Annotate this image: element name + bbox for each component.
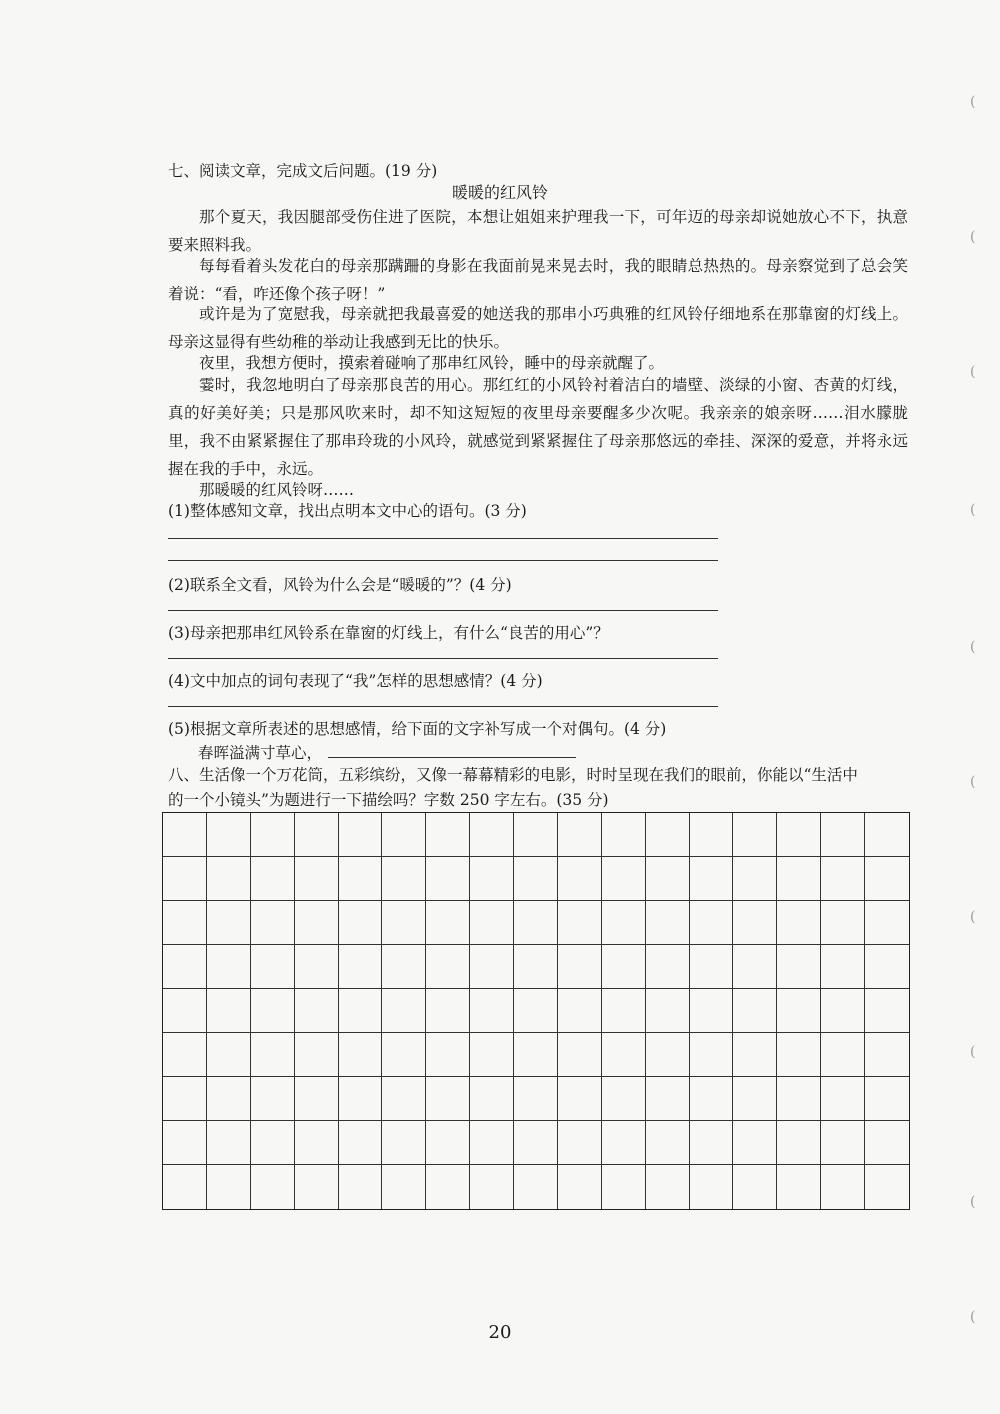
question-4: (4)文中加点的词句表现了“我”怎样的思想感情？(4 分) bbox=[168, 672, 543, 690]
writing-grid-cell[interactable] bbox=[690, 857, 734, 901]
writing-grid-cell[interactable] bbox=[470, 813, 514, 857]
writing-grid-cell[interactable] bbox=[339, 989, 383, 1033]
writing-grid-cell[interactable] bbox=[426, 857, 470, 901]
writing-grid-cell[interactable] bbox=[690, 1033, 734, 1077]
writing-grid-cell[interactable] bbox=[163, 813, 207, 857]
writing-grid-cell[interactable] bbox=[251, 813, 295, 857]
writing-grid-cell[interactable] bbox=[558, 945, 602, 989]
writing-grid-cell[interactable] bbox=[821, 1077, 865, 1121]
writing-grid-cell[interactable] bbox=[382, 945, 426, 989]
writing-grid-cell[interactable] bbox=[690, 1077, 734, 1121]
section-8-line-2: 的一个小镜头”为题进行一下描绘吗？字数 250 字左右。(35 分) bbox=[168, 791, 609, 809]
writing-grid-cell[interactable] bbox=[777, 813, 821, 857]
writing-grid-cell[interactable] bbox=[470, 945, 514, 989]
writing-grid-cell[interactable] bbox=[251, 1077, 295, 1121]
writing-grid-cell[interactable] bbox=[470, 989, 514, 1033]
binder-hole-icon: ( bbox=[970, 1044, 976, 1060]
writing-grid-cell[interactable] bbox=[558, 1077, 602, 1121]
writing-grid-cell[interactable] bbox=[339, 901, 383, 945]
writing-grid bbox=[162, 812, 910, 1210]
writing-grid-cell[interactable] bbox=[339, 1077, 383, 1121]
writing-grid-cell[interactable] bbox=[558, 1165, 602, 1209]
question-1: (1)整体感知文章，找出点明本文中心的语句。(3 分) bbox=[168, 502, 527, 520]
writing-grid-cell[interactable] bbox=[470, 901, 514, 945]
writing-grid-cell[interactable] bbox=[602, 1077, 646, 1121]
writing-grid-cell[interactable] bbox=[602, 1033, 646, 1077]
writing-grid-cell[interactable] bbox=[646, 901, 690, 945]
writing-grid-cell[interactable] bbox=[821, 945, 865, 989]
writing-grid-cell[interactable] bbox=[382, 901, 426, 945]
writing-grid-cell[interactable] bbox=[865, 813, 909, 857]
writing-grid-cells bbox=[163, 813, 909, 1209]
writing-grid-cell[interactable] bbox=[821, 989, 865, 1033]
writing-grid-cell[interactable] bbox=[690, 945, 734, 989]
binder-hole-icon: ( bbox=[970, 639, 976, 655]
writing-grid-cell[interactable] bbox=[865, 857, 909, 901]
writing-grid-cell[interactable] bbox=[339, 1165, 383, 1209]
writing-grid-cell[interactable] bbox=[426, 813, 470, 857]
writing-grid-cell[interactable] bbox=[821, 813, 865, 857]
writing-grid-cell[interactable] bbox=[163, 1033, 207, 1077]
answer-line-1a[interactable] bbox=[168, 538, 718, 539]
writing-grid-cell[interactable] bbox=[733, 945, 777, 989]
writing-grid-cell[interactable] bbox=[207, 1033, 251, 1077]
writing-grid-cell[interactable] bbox=[207, 989, 251, 1033]
question-3: (3)母亲把那串红风铃系在靠窗的灯线上，有什么“良苦的用心”？ bbox=[168, 624, 609, 642]
writing-grid-cell[interactable] bbox=[339, 945, 383, 989]
writing-grid-cell[interactable] bbox=[558, 989, 602, 1033]
writing-grid-cell[interactable] bbox=[207, 945, 251, 989]
writing-grid-cell[interactable] bbox=[821, 1165, 865, 1209]
writing-grid-cell[interactable] bbox=[777, 857, 821, 901]
question-2: (2)联系全文看，风铃为什么会是“暖暖的”？(4 分) bbox=[168, 576, 512, 594]
writing-grid-cell[interactable] bbox=[382, 813, 426, 857]
article-paragraph-4: 夜里，我想方便时，摸索着碰响了那串红风铃，睡中的母亲就醒了。 bbox=[199, 354, 665, 372]
writing-grid-cell[interactable] bbox=[382, 989, 426, 1033]
writing-grid-cell[interactable] bbox=[602, 857, 646, 901]
writing-grid-cell[interactable] bbox=[426, 1033, 470, 1077]
writing-grid-cell[interactable] bbox=[865, 1077, 909, 1121]
binder-hole-icon: ( bbox=[970, 1309, 976, 1325]
writing-grid-cell[interactable] bbox=[382, 857, 426, 901]
writing-grid-cell[interactable] bbox=[339, 813, 383, 857]
writing-grid-cell[interactable] bbox=[733, 1077, 777, 1121]
writing-grid-cell[interactable] bbox=[251, 989, 295, 1033]
writing-grid-cell[interactable] bbox=[646, 813, 690, 857]
writing-grid-cell[interactable] bbox=[514, 813, 558, 857]
article-paragraph-2: 每每看着头发花白的母亲那蹒跚的身影在我面前晃来晃去时，我的眼睛总热热的。母亲察觉到了总会笑着说：“看，咋还像个孩子呀！” bbox=[168, 257, 908, 303]
writing-grid-cell[interactable] bbox=[295, 1077, 339, 1121]
writing-grid-cell[interactable] bbox=[865, 1121, 909, 1165]
writing-grid-cell[interactable] bbox=[865, 945, 909, 989]
writing-grid-cell[interactable] bbox=[777, 1077, 821, 1121]
writing-grid-cell[interactable] bbox=[733, 1033, 777, 1077]
writing-grid-cell[interactable] bbox=[514, 945, 558, 989]
writing-grid-cell[interactable] bbox=[426, 1165, 470, 1209]
writing-grid-cell[interactable] bbox=[602, 945, 646, 989]
writing-grid-cell[interactable] bbox=[470, 1033, 514, 1077]
writing-grid-cell[interactable] bbox=[426, 1077, 470, 1121]
writing-grid-cell[interactable] bbox=[207, 901, 251, 945]
writing-grid-cell[interactable] bbox=[426, 901, 470, 945]
writing-grid-cell[interactable] bbox=[777, 1165, 821, 1209]
writing-grid-cell[interactable] bbox=[163, 989, 207, 1033]
writing-grid-cell[interactable] bbox=[646, 857, 690, 901]
writing-grid-cell[interactable] bbox=[382, 1033, 426, 1077]
writing-grid-cell[interactable] bbox=[558, 857, 602, 901]
writing-grid-cell[interactable] bbox=[514, 1165, 558, 1209]
writing-grid-cell[interactable] bbox=[295, 989, 339, 1033]
writing-grid-cell[interactable] bbox=[602, 989, 646, 1033]
writing-grid-cell[interactable] bbox=[602, 901, 646, 945]
article-paragraph-3: 或许是为了宽慰我，母亲就把我最喜爱的她送我的那串小巧典雅的红风铃仔细地系在那靠窗的灯线上。母亲这显得有些幼稚的举动让我感到无比的快乐。 bbox=[168, 305, 908, 351]
writing-grid-cell[interactable] bbox=[470, 857, 514, 901]
writing-grid-cell[interactable] bbox=[514, 1121, 558, 1165]
writing-grid-cell[interactable] bbox=[470, 1077, 514, 1121]
writing-grid-cell[interactable] bbox=[558, 901, 602, 945]
writing-grid-cell[interactable] bbox=[251, 1033, 295, 1077]
couplet-prompt: 春晖溢满寸草心， bbox=[198, 744, 323, 762]
writing-grid-cell[interactable] bbox=[382, 1077, 426, 1121]
writing-grid-cell[interactable] bbox=[163, 857, 207, 901]
writing-grid-cell[interactable] bbox=[646, 1077, 690, 1121]
writing-grid-cell[interactable] bbox=[163, 1121, 207, 1165]
writing-grid-cell[interactable] bbox=[865, 1165, 909, 1209]
binder-hole-icon: ( bbox=[970, 364, 976, 380]
writing-grid-cell[interactable] bbox=[558, 1121, 602, 1165]
writing-grid-cell[interactable] bbox=[646, 1165, 690, 1209]
writing-grid-cell[interactable] bbox=[602, 1165, 646, 1209]
writing-grid-cell[interactable] bbox=[251, 901, 295, 945]
couplet-answer-blank[interactable] bbox=[328, 741, 576, 758]
writing-grid-cell[interactable] bbox=[733, 857, 777, 901]
article-paragraph-1: 那个夏天，我因腿部受伤住进了医院，本想让姐姐来护理我一下，可年迈的母亲却说她放心不下，执意要来照料我。 bbox=[168, 208, 908, 254]
section-7-heading: 七、阅读文章，完成文后问题。(19 分) bbox=[168, 162, 438, 180]
writing-grid-cell[interactable] bbox=[339, 857, 383, 901]
writing-grid-cell[interactable] bbox=[777, 989, 821, 1033]
writing-grid-cell[interactable] bbox=[821, 901, 865, 945]
article-paragraph-5: 霎时，我忽地明白了母亲那良苦的用心。那红红的小风铃衬着洁白的墙壁、淡绿的小窗、杏黄的灯线，真的好美好美；只是那风吹来时，却不知这短短的夜里母亲要醒多少次呢。我亲亲的娘亲呀……泪水朦胧里，我不由紧紧握住了那串玲珑的小风玲，就感觉到紧紧握住了母亲那悠远的牵挂、深深的爱意，并将永远握在我的手中，永远。 bbox=[168, 376, 908, 478]
binder-hole-icon: ( bbox=[970, 502, 976, 518]
writing-grid-cell[interactable] bbox=[251, 1165, 295, 1209]
writing-grid-cell[interactable] bbox=[690, 813, 734, 857]
writing-grid-cell[interactable] bbox=[821, 1033, 865, 1077]
writing-grid-cell[interactable] bbox=[602, 1121, 646, 1165]
answer-line-2[interactable] bbox=[168, 610, 718, 611]
writing-grid-cell[interactable] bbox=[514, 1077, 558, 1121]
writing-grid-cell[interactable] bbox=[426, 1121, 470, 1165]
writing-grid-cell[interactable] bbox=[865, 989, 909, 1033]
writing-grid-cell[interactable] bbox=[382, 1165, 426, 1209]
binder-hole-icon: ( bbox=[970, 774, 976, 790]
writing-grid-cell[interactable] bbox=[295, 857, 339, 901]
writing-grid-cell[interactable] bbox=[295, 1165, 339, 1209]
writing-grid-cell[interactable] bbox=[646, 1033, 690, 1077]
writing-grid-cell[interactable] bbox=[558, 1033, 602, 1077]
writing-grid-cell[interactable] bbox=[163, 1077, 207, 1121]
writing-grid-cell[interactable] bbox=[207, 1121, 251, 1165]
answer-line-3[interactable] bbox=[168, 658, 718, 659]
writing-grid-cell[interactable] bbox=[646, 945, 690, 989]
writing-grid-cell[interactable] bbox=[733, 901, 777, 945]
article-title: 暖暖的红风铃 bbox=[451, 183, 548, 202]
writing-grid-cell[interactable] bbox=[207, 1077, 251, 1121]
writing-grid-cell[interactable] bbox=[558, 813, 602, 857]
writing-grid-cell[interactable] bbox=[163, 901, 207, 945]
writing-grid-cell[interactable] bbox=[295, 813, 339, 857]
writing-grid-cell[interactable] bbox=[295, 1121, 339, 1165]
binder-hole-icon: ( bbox=[970, 909, 976, 925]
writing-grid-cell[interactable] bbox=[426, 945, 470, 989]
answer-line-1b[interactable] bbox=[168, 560, 718, 561]
article-paragraph-6: 那暖暖的红风铃呀…… bbox=[199, 481, 355, 499]
writing-grid-cell[interactable] bbox=[163, 1165, 207, 1209]
writing-grid-cell[interactable] bbox=[207, 857, 251, 901]
writing-grid-cell[interactable] bbox=[207, 1165, 251, 1209]
writing-grid-cell[interactable] bbox=[514, 1033, 558, 1077]
writing-grid-cell[interactable] bbox=[382, 1121, 426, 1165]
writing-grid-cell[interactable] bbox=[777, 945, 821, 989]
writing-grid-cell[interactable] bbox=[865, 1033, 909, 1077]
writing-grid-cell[interactable] bbox=[690, 1121, 734, 1165]
writing-grid-cell[interactable] bbox=[646, 989, 690, 1033]
binder-hole-icon: ( bbox=[970, 229, 976, 245]
writing-grid-cell[interactable] bbox=[733, 813, 777, 857]
writing-grid-cell[interactable] bbox=[514, 901, 558, 945]
writing-grid-cell[interactable] bbox=[865, 901, 909, 945]
writing-grid-cell[interactable] bbox=[514, 857, 558, 901]
writing-grid-cell[interactable] bbox=[602, 813, 646, 857]
binder-hole-icon: ( bbox=[970, 1194, 976, 1210]
writing-grid-cell[interactable] bbox=[777, 1033, 821, 1077]
question-5: (5)根据文章所表述的思想感情，给下面的文字补写成一个对偶句。(4 分) bbox=[168, 720, 667, 738]
writing-grid-cell[interactable] bbox=[339, 1033, 383, 1077]
writing-grid-cell[interactable] bbox=[821, 1121, 865, 1165]
writing-grid-cell[interactable] bbox=[777, 901, 821, 945]
writing-grid-cell[interactable] bbox=[690, 901, 734, 945]
writing-grid-cell[interactable] bbox=[690, 1165, 734, 1209]
writing-grid-cell[interactable] bbox=[470, 1121, 514, 1165]
writing-grid-cell[interactable] bbox=[251, 945, 295, 989]
section-8-line-1: 八、生活像一个万花筒，五彩缤纷，又像一幕幕精彩的电影，时时呈现在我们的眼前，你能以“生活中 bbox=[168, 766, 858, 784]
writing-grid-cell[interactable] bbox=[690, 989, 734, 1033]
writing-grid-cell[interactable] bbox=[646, 1121, 690, 1165]
writing-grid-cell[interactable] bbox=[251, 1121, 295, 1165]
writing-grid-cell[interactable] bbox=[733, 1165, 777, 1209]
writing-grid-cell[interactable] bbox=[733, 1121, 777, 1165]
writing-grid-cell[interactable] bbox=[339, 1121, 383, 1165]
writing-grid-cell[interactable] bbox=[295, 1033, 339, 1077]
writing-grid-cell[interactable] bbox=[426, 989, 470, 1033]
writing-grid-cell[interactable] bbox=[514, 989, 558, 1033]
writing-grid-cell[interactable] bbox=[733, 989, 777, 1033]
answer-line-4[interactable] bbox=[168, 706, 718, 707]
writing-grid-cell[interactable] bbox=[777, 1121, 821, 1165]
page-number: 20 bbox=[488, 1322, 512, 1343]
writing-grid-cell[interactable] bbox=[163, 945, 207, 989]
writing-grid-cell[interactable] bbox=[295, 945, 339, 989]
writing-grid-cell[interactable] bbox=[251, 857, 295, 901]
writing-grid-cell[interactable] bbox=[821, 857, 865, 901]
writing-grid-cell[interactable] bbox=[207, 813, 251, 857]
writing-grid-cell[interactable] bbox=[295, 901, 339, 945]
binder-hole-icon: ( bbox=[970, 94, 976, 110]
writing-grid-cell[interactable] bbox=[470, 1165, 514, 1209]
